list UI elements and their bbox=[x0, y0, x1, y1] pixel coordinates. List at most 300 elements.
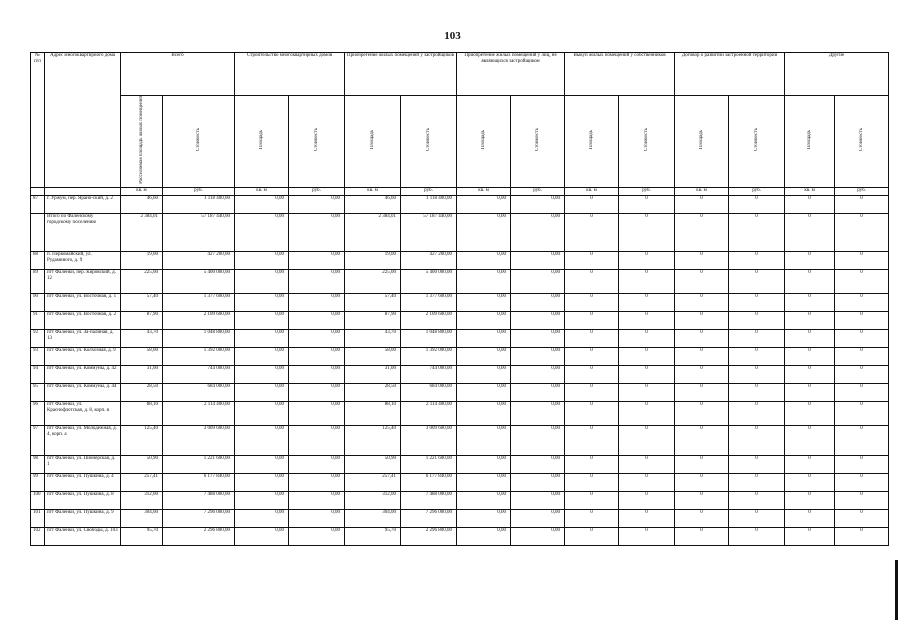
row-cost-value: 0,00 bbox=[289, 365, 345, 383]
row-number: 94 bbox=[31, 365, 45, 383]
row-area-value: 0 bbox=[565, 473, 619, 491]
group-header-total: Всего bbox=[121, 53, 235, 96]
row-area-value: 19,00 bbox=[345, 251, 401, 269]
row-area-value: 0,00 bbox=[457, 509, 511, 527]
row-cost-value: 427 200,00 bbox=[401, 251, 457, 269]
row-cost-value: 0 bbox=[835, 491, 889, 509]
row-area-value: 0,00 bbox=[457, 213, 511, 251]
row-address: пгт Фаленки, ул. За-палиная, д. 13 bbox=[45, 329, 121, 347]
table-row bbox=[31, 509, 889, 527]
row-total-area: 87,90 bbox=[121, 311, 163, 329]
row-area-value: 50,90 bbox=[345, 455, 401, 473]
unit-cost: руб. bbox=[729, 187, 785, 195]
row-cost-value: 0,00 bbox=[289, 213, 345, 251]
row-cost-value: 0,00 bbox=[289, 195, 345, 213]
row-area-value: 225,00 bbox=[345, 269, 401, 293]
row-area-value: 0,00 bbox=[457, 269, 511, 293]
row-cost-value: 0 bbox=[729, 509, 785, 527]
row-cost-value: 2 114 400,00 bbox=[401, 401, 457, 425]
subheader-area: Площадь bbox=[675, 96, 729, 188]
table-row bbox=[31, 293, 889, 311]
row-cost-value: 0,00 bbox=[511, 509, 565, 527]
row-total-area: 95,70 bbox=[121, 527, 163, 545]
row-total-area: 58,00 bbox=[121, 347, 163, 365]
table-row bbox=[31, 195, 889, 213]
row-number: 88 bbox=[31, 251, 45, 269]
unit-area: кв. м bbox=[345, 187, 401, 195]
row-area-value: 0 bbox=[675, 293, 729, 311]
row-cost-value: 0 bbox=[835, 251, 889, 269]
row-cost-value: 0,00 bbox=[289, 347, 345, 365]
row-total-area: 57,40 bbox=[121, 293, 163, 311]
row-address: пгт Фаленки, ул. Пушкина, д. 8 bbox=[45, 491, 121, 509]
row-area-value: 0,00 bbox=[235, 383, 289, 401]
row-cost-value: 0 bbox=[619, 491, 675, 509]
table-row bbox=[31, 251, 889, 269]
row-cost-value: 0 bbox=[729, 269, 785, 293]
row-cost-value: 0 bbox=[835, 365, 889, 383]
row-cost-value: 0,00 bbox=[511, 473, 565, 491]
row-cost-value: 0,00 bbox=[289, 329, 345, 347]
row-total-cost: 427 200,00 bbox=[163, 251, 235, 269]
row-area-value: 0 bbox=[565, 311, 619, 329]
unit-cost: руб. bbox=[401, 187, 457, 195]
row-address: п. Первомайский, ул. Рудаминого, д. 9 bbox=[45, 251, 121, 269]
row-area-value: 0 bbox=[675, 269, 729, 293]
row-area-value: 0,00 bbox=[457, 293, 511, 311]
row-area-value: 0 bbox=[785, 491, 835, 509]
row-cost-value: 0 bbox=[729, 195, 785, 213]
row-cost-value: 0 bbox=[619, 473, 675, 491]
row-cost-value: 0 bbox=[619, 195, 675, 213]
row-cost-value: 0 bbox=[619, 213, 675, 251]
row-cost-value: 0 bbox=[729, 473, 785, 491]
row-area-value: 0 bbox=[785, 425, 835, 455]
row-area-value: 0,00 bbox=[235, 347, 289, 365]
row-number bbox=[31, 213, 45, 251]
housing-table bbox=[30, 52, 889, 546]
subheader-cost: Стоимость bbox=[619, 96, 675, 188]
row-cost-value: 6 177 840,00 bbox=[401, 473, 457, 491]
row-number: 87 bbox=[31, 195, 45, 213]
row-cost-value: 0 bbox=[619, 509, 675, 527]
row-area-value: 0 bbox=[565, 293, 619, 311]
row-total-cost: 7 488 000,00 bbox=[163, 491, 235, 509]
row-cost-value: 0,00 bbox=[511, 195, 565, 213]
table-row bbox=[31, 269, 889, 293]
row-area-value: 0 bbox=[675, 213, 729, 251]
row-total-area: 2 384,01 bbox=[121, 213, 163, 251]
unit-cost: руб. bbox=[619, 187, 675, 195]
row-area-value: 0 bbox=[675, 473, 729, 491]
row-area-value: 0,00 bbox=[235, 269, 289, 293]
row-area-value: 0,00 bbox=[235, 491, 289, 509]
group-header-non-developer: Приобретение жилых помещений у лиц, не являющихся застройщиком bbox=[457, 53, 565, 96]
row-cost-value: 0 bbox=[835, 311, 889, 329]
row-cost-value: 0,00 bbox=[289, 293, 345, 311]
row-area-value: 0 bbox=[785, 311, 835, 329]
row-cost-value: 3 009 600,00 bbox=[401, 425, 457, 455]
row-area-value: 58,00 bbox=[345, 347, 401, 365]
row-cost-value: 57 187 440,00 bbox=[401, 213, 457, 251]
row-total-cost: 1 392 000,00 bbox=[163, 347, 235, 365]
row-area-value: 0 bbox=[785, 329, 835, 347]
row-address: пгт Фаленки, ул. Коммуны, д. 44 bbox=[45, 383, 121, 401]
table-row bbox=[31, 473, 889, 491]
table-row bbox=[31, 491, 889, 509]
subheader-area: Площадь bbox=[235, 96, 289, 188]
row-area-value: 0,00 bbox=[457, 329, 511, 347]
row-address: пгт Фаленки, ул. Восточная, д. 2 bbox=[45, 311, 121, 329]
row-area-value: 0,00 bbox=[457, 195, 511, 213]
row-area-value: 0 bbox=[565, 365, 619, 383]
row-area-value: 0 bbox=[565, 401, 619, 425]
header-row-groups bbox=[31, 53, 889, 96]
table-row bbox=[31, 311, 889, 329]
row-cost-value: 0 bbox=[619, 329, 675, 347]
row-area-value: 0 bbox=[785, 293, 835, 311]
row-cost-value: 0 bbox=[729, 213, 785, 251]
row-cost-value: 0,00 bbox=[289, 527, 345, 545]
row-area-value: 0 bbox=[675, 365, 729, 383]
row-total-cost: 744 000,00 bbox=[163, 365, 235, 383]
row-area-value: 0,00 bbox=[235, 329, 289, 347]
row-cost-value: 2 296 800,00 bbox=[401, 527, 457, 545]
unit-area: кв. м bbox=[457, 187, 511, 195]
units-row bbox=[31, 187, 889, 195]
row-total-area: 50,90 bbox=[121, 455, 163, 473]
row-total-cost: 7 296 000,00 bbox=[163, 509, 235, 527]
row-number: 100 bbox=[31, 491, 45, 509]
row-total-cost: 1 377 600,00 bbox=[163, 293, 235, 311]
row-cost-value: 0 bbox=[619, 293, 675, 311]
row-cost-value: 0 bbox=[835, 329, 889, 347]
row-area-value: 31,00 bbox=[345, 365, 401, 383]
page-number: 103 bbox=[444, 30, 461, 42]
subheader-cost: Стоимость bbox=[835, 96, 889, 188]
table-row bbox=[31, 455, 889, 473]
row-address: Итого по Фаленскому городскому поселению bbox=[45, 213, 121, 251]
row-area-value: 0,00 bbox=[457, 401, 511, 425]
row-area-value: 0 bbox=[675, 425, 729, 455]
row-cost-value: 0,00 bbox=[511, 425, 565, 455]
row-area-value: 0 bbox=[785, 347, 835, 365]
table-row bbox=[31, 401, 889, 425]
row-cost-value: 0 bbox=[729, 425, 785, 455]
row-area-value: 95,70 bbox=[345, 527, 401, 545]
subheader-total-cost: Стоимость bbox=[163, 96, 235, 188]
row-area-value: 0 bbox=[675, 455, 729, 473]
row-cost-value: 0,00 bbox=[511, 527, 565, 545]
subheader-cost: Стоимость bbox=[289, 96, 345, 188]
row-total-area: 304,00 bbox=[121, 509, 163, 527]
row-cost-value: 0,00 bbox=[511, 213, 565, 251]
row-cost-value: 0 bbox=[729, 491, 785, 509]
row-area-value: 0 bbox=[565, 509, 619, 527]
row-cost-value: 0,00 bbox=[289, 473, 345, 491]
row-area-value: 0 bbox=[785, 401, 835, 425]
row-number: 93 bbox=[31, 347, 45, 365]
row-cost-value: 0 bbox=[619, 425, 675, 455]
row-area-value: 0 bbox=[565, 455, 619, 473]
row-cost-value: 0 bbox=[729, 527, 785, 545]
row-area-value: 0 bbox=[675, 491, 729, 509]
row-area-value: 0 bbox=[675, 329, 729, 347]
row-cost-value: 0,00 bbox=[511, 251, 565, 269]
row-area-value: 0 bbox=[785, 473, 835, 491]
subheader-cost: Стоимость bbox=[511, 96, 565, 188]
row-cost-value: 0,00 bbox=[289, 401, 345, 425]
row-area-value: 0 bbox=[785, 527, 835, 545]
subheader-area: Площадь bbox=[457, 96, 511, 188]
row-cost-value: 0 bbox=[729, 383, 785, 401]
row-area-value: 88,10 bbox=[345, 401, 401, 425]
subheader-cost: Стоимость bbox=[401, 96, 457, 188]
row-cost-value: 0 bbox=[835, 383, 889, 401]
row-address: г. Уржум, пер. Ярано-ский, д. 2 bbox=[45, 195, 121, 213]
row-number: 95 bbox=[31, 383, 45, 401]
page-edge-mark bbox=[895, 560, 898, 620]
row-cost-value: 0 bbox=[619, 455, 675, 473]
row-area-value: 0 bbox=[565, 347, 619, 365]
col-number-header: № п/п bbox=[31, 53, 45, 188]
row-total-area: 125,40 bbox=[121, 425, 163, 455]
row-cost-value: 7 488 000,00 bbox=[401, 491, 457, 509]
row-area-value: 0,00 bbox=[457, 347, 511, 365]
row-number: 89 bbox=[31, 269, 45, 293]
row-area-value: 0 bbox=[785, 213, 835, 251]
row-area-value: 0,00 bbox=[235, 293, 289, 311]
row-area-value: 0 bbox=[565, 383, 619, 401]
row-cost-value: 1 048 800,00 bbox=[401, 329, 457, 347]
row-cost-value: 0,00 bbox=[511, 365, 565, 383]
row-area-value: 0 bbox=[785, 509, 835, 527]
subheader-total-area: Расселяемая площадь жилых помещений bbox=[121, 96, 163, 188]
row-cost-value: 0,00 bbox=[289, 269, 345, 293]
row-cost-value: 0 bbox=[619, 347, 675, 365]
unit-area: кв. м bbox=[565, 187, 619, 195]
row-cost-value: 0 bbox=[619, 527, 675, 545]
row-address: пгт Фаленки, ул. Молодежная, д. 4, корп. а bbox=[45, 425, 121, 455]
row-total-area: 19,00 bbox=[121, 251, 163, 269]
row-area-value: 57,40 bbox=[345, 293, 401, 311]
row-cost-value: 0,00 bbox=[511, 383, 565, 401]
unit-area: кв. м bbox=[121, 187, 163, 195]
row-cost-value: 0,00 bbox=[289, 251, 345, 269]
group-header-construction: Строительство многоквартирных домов bbox=[235, 53, 345, 96]
row-cost-value: 0 bbox=[619, 269, 675, 293]
row-area-value: 0,00 bbox=[235, 425, 289, 455]
row-area-value: 0 bbox=[565, 329, 619, 347]
row-cost-value: 1 221 600,00 bbox=[401, 455, 457, 473]
row-address: пгт Фаленки, ул. Свободы, д. 103 bbox=[45, 527, 121, 545]
group-header-development-contract: Договор о развитии застроенной территории bbox=[675, 53, 785, 96]
row-area-value: 0,00 bbox=[235, 195, 289, 213]
row-number: 91 bbox=[31, 311, 45, 329]
row-area-value: 0,00 bbox=[457, 491, 511, 509]
row-cost-value: 0 bbox=[835, 527, 889, 545]
row-cost-value: 0,00 bbox=[289, 383, 345, 401]
unit-cost: руб. bbox=[289, 187, 345, 195]
row-area-value: 0,00 bbox=[235, 213, 289, 251]
row-total-cost: 684 000,00 bbox=[163, 383, 235, 401]
row-total-area: 46,60 bbox=[121, 195, 163, 213]
row-cost-value: 0 bbox=[729, 401, 785, 425]
row-area-value: 0 bbox=[565, 269, 619, 293]
row-total-cost: 2 114 400,00 bbox=[163, 401, 235, 425]
row-total-cost: 5 400 000,00 bbox=[163, 269, 235, 293]
row-area-value: 0,00 bbox=[235, 365, 289, 383]
row-cost-value: 0 bbox=[835, 401, 889, 425]
row-area-value: 0,00 bbox=[457, 527, 511, 545]
table-row bbox=[31, 383, 889, 401]
row-cost-value: 684 000,00 bbox=[401, 383, 457, 401]
row-cost-value: 0,00 bbox=[289, 311, 345, 329]
subheader-area: Площадь bbox=[345, 96, 401, 188]
row-cost-value: 0 bbox=[729, 365, 785, 383]
row-cost-value: 0,00 bbox=[511, 491, 565, 509]
row-number: 101 bbox=[31, 509, 45, 527]
row-number: 99 bbox=[31, 473, 45, 491]
row-area-value: 0,00 bbox=[235, 251, 289, 269]
row-cost-value: 0 bbox=[835, 195, 889, 213]
row-number: 92 bbox=[31, 329, 45, 347]
row-area-value: 0,00 bbox=[457, 425, 511, 455]
row-total-cost: 2 296 800,00 bbox=[163, 527, 235, 545]
row-total-cost: 3 009 600,00 bbox=[163, 425, 235, 455]
row-cost-value: 0 bbox=[835, 425, 889, 455]
row-area-value: 0 bbox=[785, 383, 835, 401]
row-cost-value: 0 bbox=[619, 401, 675, 425]
row-cost-value: 0 bbox=[619, 383, 675, 401]
row-cost-value: 1 118 400,00 bbox=[401, 195, 457, 213]
row-cost-value: 0 bbox=[729, 347, 785, 365]
row-cost-value: 0,00 bbox=[289, 491, 345, 509]
row-area-value: 0,00 bbox=[235, 473, 289, 491]
unit-cost: руб. bbox=[163, 187, 235, 195]
row-cost-value: 0 bbox=[835, 293, 889, 311]
row-area-value: 0,00 bbox=[457, 383, 511, 401]
row-area-value: 43,70 bbox=[345, 329, 401, 347]
row-cost-value: 0 bbox=[729, 251, 785, 269]
row-cost-value: 0 bbox=[835, 269, 889, 293]
row-area-value: 0,00 bbox=[457, 251, 511, 269]
row-area-value: 312,00 bbox=[345, 491, 401, 509]
table-row bbox=[31, 213, 889, 251]
group-header-buyout: Выкуп жилых помещений у собственников bbox=[565, 53, 675, 96]
row-area-value: 0 bbox=[565, 195, 619, 213]
row-cost-value: 0 bbox=[835, 473, 889, 491]
row-cost-value: 0 bbox=[729, 329, 785, 347]
row-address: пгт Фаленки, пер. Кировский, д. 12 bbox=[45, 269, 121, 293]
units-blank bbox=[45, 187, 121, 195]
row-cost-value: 0,00 bbox=[511, 293, 565, 311]
row-total-area: 31,00 bbox=[121, 365, 163, 383]
row-address: пгт Фаленки, ул. Краснофлотская, д. 8, корп. в bbox=[45, 401, 121, 425]
row-address: пгт Фаленки, ул. Восточная, д. 1 bbox=[45, 293, 121, 311]
row-cost-value: 0 bbox=[835, 455, 889, 473]
row-total-area: 88,10 bbox=[121, 401, 163, 425]
subheader-cost: Стоимость bbox=[729, 96, 785, 188]
col-address-header: Адрес многоквартирного дома bbox=[45, 53, 121, 188]
row-address: пгт Фаленки, ул. Колхозная, д. 9 bbox=[45, 347, 121, 365]
row-number: 90 bbox=[31, 293, 45, 311]
row-number: 97 bbox=[31, 425, 45, 455]
row-area-value: 0 bbox=[785, 269, 835, 293]
row-cost-value: 0,00 bbox=[511, 269, 565, 293]
row-total-cost: 1 118 400,00 bbox=[163, 195, 235, 213]
row-cost-value: 2 109 600,00 bbox=[401, 311, 457, 329]
row-area-value: 0,00 bbox=[235, 401, 289, 425]
unit-cost: руб. bbox=[511, 187, 565, 195]
row-area-value: 0,00 bbox=[457, 455, 511, 473]
unit-cost: руб. bbox=[835, 187, 889, 195]
row-cost-value: 0 bbox=[619, 311, 675, 329]
row-area-value: 0 bbox=[785, 365, 835, 383]
row-area-value: 0,00 bbox=[235, 455, 289, 473]
row-area-value: 0 bbox=[675, 383, 729, 401]
row-total-area: 225,00 bbox=[121, 269, 163, 293]
row-cost-value: 744 000,00 bbox=[401, 365, 457, 383]
table-row bbox=[31, 425, 889, 455]
row-area-value: 46,60 bbox=[345, 195, 401, 213]
row-address: пгт Фаленки, ул. Пушкина, д. 4 bbox=[45, 473, 121, 491]
row-area-value: 0 bbox=[675, 401, 729, 425]
row-cost-value: 0 bbox=[619, 251, 675, 269]
unit-area: кв. м bbox=[785, 187, 835, 195]
row-cost-value: 7 296 000,00 bbox=[401, 509, 457, 527]
row-area-value: 0,00 bbox=[457, 365, 511, 383]
row-total-cost: 1 048 800,00 bbox=[163, 329, 235, 347]
row-total-area: 312,00 bbox=[121, 491, 163, 509]
row-cost-value: 0 bbox=[729, 293, 785, 311]
row-area-value: 0 bbox=[785, 251, 835, 269]
subheader-area: Площадь bbox=[785, 96, 835, 188]
row-area-value: 0,00 bbox=[457, 311, 511, 329]
row-total-area: 257,41 bbox=[121, 473, 163, 491]
row-area-value: 0 bbox=[565, 425, 619, 455]
row-number: 98 bbox=[31, 455, 45, 473]
row-area-value: 0 bbox=[675, 195, 729, 213]
row-area-value: 2 384,01 bbox=[345, 213, 401, 251]
row-address: пгт Фаленки, ул. Пушкина, д. 9 bbox=[45, 509, 121, 527]
row-area-value: 0 bbox=[565, 527, 619, 545]
table-row bbox=[31, 365, 889, 383]
row-number: 96 bbox=[31, 401, 45, 425]
row-area-value: 125,40 bbox=[345, 425, 401, 455]
row-address: пгт Фаленки, ул. Коммуны, д. 42 bbox=[45, 365, 121, 383]
row-area-value: 0,00 bbox=[457, 473, 511, 491]
row-number: 102 bbox=[31, 527, 45, 545]
row-area-value: 0 bbox=[565, 491, 619, 509]
row-address: пгт Фаленки, ул. Пионерская, д. 1 bbox=[45, 455, 121, 473]
row-cost-value: 0,00 bbox=[511, 401, 565, 425]
row-total-cost: 1 221 600,00 bbox=[163, 455, 235, 473]
row-cost-value: 0,00 bbox=[289, 455, 345, 473]
row-cost-value: 0 bbox=[835, 509, 889, 527]
row-total-cost: 57 187 440,00 bbox=[163, 213, 235, 251]
header-row-sub bbox=[31, 96, 889, 188]
table-row bbox=[31, 527, 889, 545]
row-area-value: 257,41 bbox=[345, 473, 401, 491]
table-row bbox=[31, 329, 889, 347]
row-area-value: 0 bbox=[675, 347, 729, 365]
row-cost-value: 0,00 bbox=[289, 425, 345, 455]
row-cost-value: 1 377 600,00 bbox=[401, 293, 457, 311]
row-area-value: 0 bbox=[565, 213, 619, 251]
row-area-value: 0,00 bbox=[235, 311, 289, 329]
group-header-other: Другие bbox=[785, 53, 889, 96]
